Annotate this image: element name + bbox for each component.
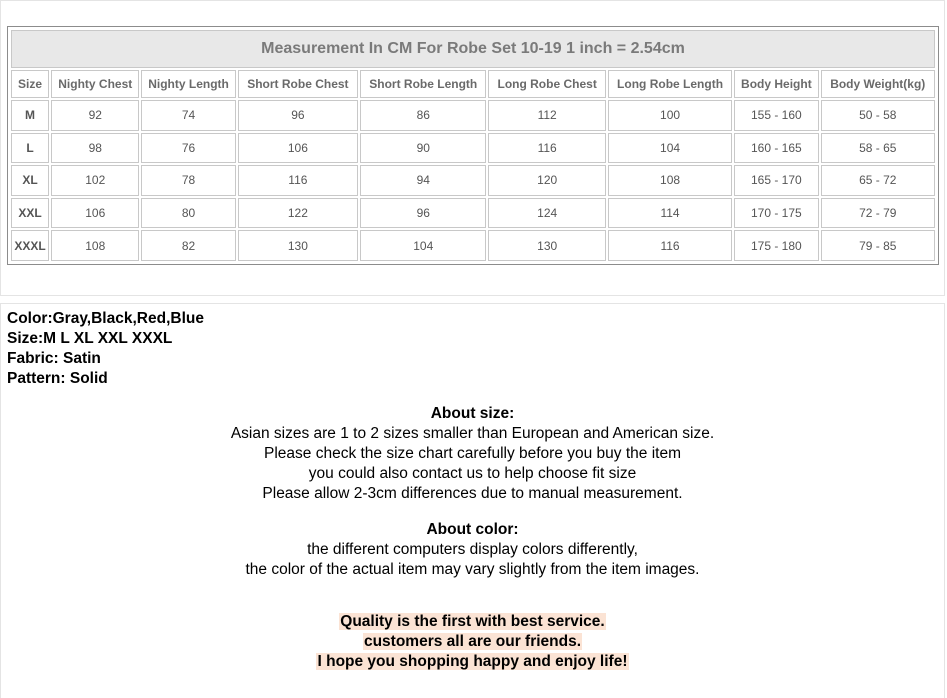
about-color-line: the color of the actual item may vary slightly from the item images. (245, 561, 700, 578)
header-size: Size (11, 70, 49, 98)
table-cell: 120 (488, 165, 605, 196)
table-cell: 114 (608, 198, 732, 229)
table-cell: 80 (141, 198, 235, 229)
table-cell: 92 (51, 100, 139, 131)
about-size-heading: About size: (430, 405, 515, 422)
quality-line: Quality is the first with best service. (340, 613, 605, 630)
table-cell: 160 - 165 (734, 133, 818, 164)
table-cell: 130 (238, 230, 358, 261)
product-specs (7, 309, 204, 389)
table-cell: 108 (51, 230, 139, 261)
quality-line: customers all are our friends. (363, 633, 582, 650)
table-cell: 76 (141, 133, 235, 164)
table-cell: 108 (608, 165, 732, 196)
table-cell: 90 (360, 133, 486, 164)
table-cell: 79 - 85 (821, 230, 936, 261)
table-cell: 170 - 175 (734, 198, 818, 229)
table-cell: 100 (608, 100, 732, 131)
header-nighty-chest: Nighty Chest (51, 70, 139, 98)
table-cell: 130 (488, 230, 605, 261)
table-cell: 116 (238, 165, 358, 196)
table-cell: 96 (360, 198, 486, 229)
about-color-line: the different computers display colors differently, (307, 541, 638, 558)
table-cell: 98 (51, 133, 139, 164)
about-size-line: Please check the size chart carefully before you buy the item (264, 445, 681, 462)
about-size-section (0, 404, 945, 504)
table-row (11, 230, 935, 261)
spec-pattern: Pattern: Solid (7, 370, 108, 387)
table-cell: 112 (488, 100, 605, 131)
table-cell: 58 - 65 (821, 133, 936, 164)
size-chart-title: Measurement In CM For Robe Set 10-19 1 inch = 2.54cm (11, 30, 935, 68)
table-row (11, 165, 935, 196)
size-cell: L (11, 133, 49, 164)
header-nighty-length: Nighty Length (141, 70, 235, 98)
table-cell: 104 (608, 133, 732, 164)
quality-section (0, 612, 945, 672)
table-cell: 106 (51, 198, 139, 229)
table-cell: 106 (238, 133, 358, 164)
header-short-robe-chest: Short Robe Chest (238, 70, 358, 98)
table-cell: 86 (360, 100, 486, 131)
table-row (11, 100, 935, 131)
table-cell: 175 - 180 (734, 230, 818, 261)
size-chart (7, 26, 939, 265)
about-color-section (0, 520, 945, 580)
table-cell: 165 - 170 (734, 165, 818, 196)
table-cell: 74 (141, 100, 235, 131)
about-size-line: Please allow 2-3cm differences due to manual measurement. (262, 485, 683, 502)
quality-line: I hope you shopping happy and enjoy life! (317, 653, 628, 670)
table-cell: 72 - 79 (821, 198, 936, 229)
about-size-line: Asian sizes are 1 to 2 sizes smaller than European and American size. (230, 425, 715, 442)
table-row (11, 198, 935, 229)
table-cell: 124 (488, 198, 605, 229)
table-cell: 82 (141, 230, 235, 261)
table-cell: 155 - 160 (734, 100, 818, 131)
table-cell: 94 (360, 165, 486, 196)
header-body-weight: Body Weight(kg) (821, 70, 936, 98)
table-cell: 116 (488, 133, 605, 164)
spec-fabric: Fabric: Satin (7, 350, 101, 367)
table-cell: 116 (608, 230, 732, 261)
table-cell: 50 - 58 (821, 100, 936, 131)
table-cell: 65 - 72 (821, 165, 936, 196)
table-cell: 104 (360, 230, 486, 261)
about-size-line: you could also contact us to help choose fit size (308, 465, 637, 482)
size-cell: M (11, 100, 49, 131)
table-header-row (11, 70, 935, 98)
table-cell: 78 (141, 165, 235, 196)
header-short-robe-length: Short Robe Length (360, 70, 486, 98)
size-cell: XL (11, 165, 49, 196)
about-color-heading: About color: (426, 521, 519, 538)
size-chart-table (9, 28, 937, 263)
header-body-height: Body Height (734, 70, 818, 98)
table-cell: 102 (51, 165, 139, 196)
table-cell: 96 (238, 100, 358, 131)
header-long-robe-chest: Long Robe Chest (488, 70, 605, 98)
spec-color: Color:Gray,Black,Red,Blue (7, 310, 204, 327)
table-cell: 122 (238, 198, 358, 229)
spec-size: Size:M L XL XXL XXXL (7, 330, 173, 347)
size-cell: XXXL (11, 230, 49, 261)
header-long-robe-length: Long Robe Length (608, 70, 732, 98)
size-cell: XXL (11, 198, 49, 229)
table-row (11, 133, 935, 164)
